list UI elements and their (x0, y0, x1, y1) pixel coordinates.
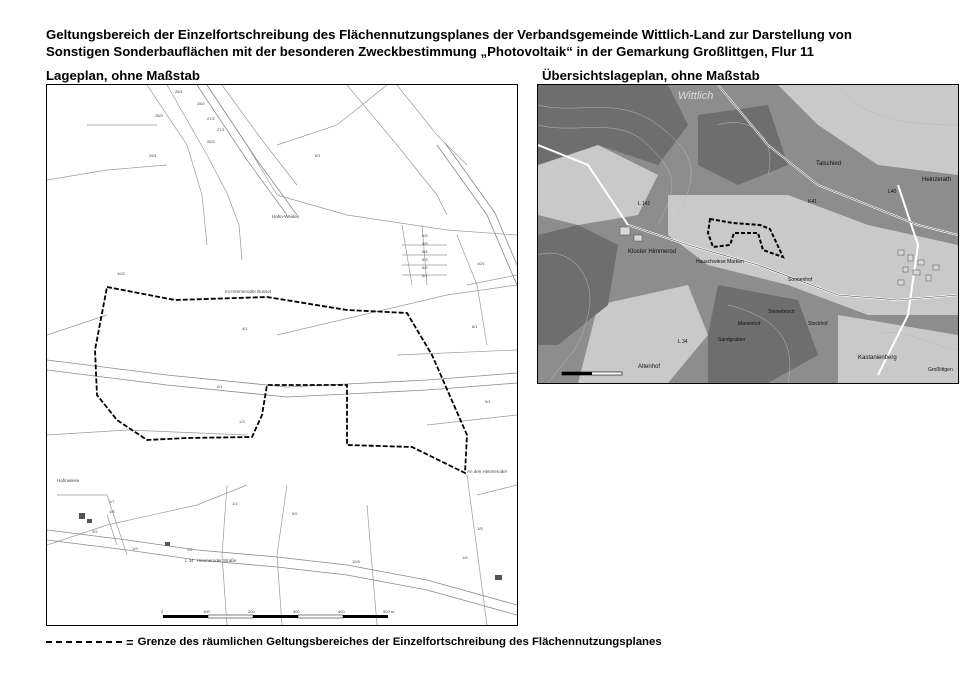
label-hahnwiese: Hauschwiese Marken (696, 259, 744, 265)
label-steinebruch: Steinebruch (768, 309, 795, 315)
label-talschied: Talschied (816, 161, 842, 167)
parcel-label: 6/2 (422, 265, 428, 270)
parcel-label: 1/5 (477, 526, 483, 531)
parcel-label: 6/1 (315, 153, 321, 158)
parcel-label: 26/1 (149, 153, 157, 158)
parcel-label: 1/6 (462, 555, 468, 560)
parcel-label: 1/9 (132, 546, 138, 551)
parcel-label: 28/1 (175, 89, 183, 94)
parcel-label: 1/8 (109, 509, 115, 514)
title-line-2: Sonstigen Sonderbauflächen mit der besonderen Zweckbestimmung „Photovoltaik“ in der Gemarkung Großlittgen, Flur 11 (46, 44, 814, 59)
building-symbols (79, 513, 502, 580)
parcel-label: 1/7 (109, 499, 115, 504)
geltungsbereich-boundary (95, 287, 467, 473)
scale-label: 0 (161, 609, 164, 614)
parcel-label: 4/1 (242, 326, 248, 331)
parcel-label: 2/1 (217, 384, 223, 389)
label-sonnenhof: Sonnenhof (788, 277, 813, 283)
road-lines (47, 85, 517, 615)
parcel-label: 27/1 (217, 127, 225, 132)
label-road: Himmeroder Straße (197, 558, 237, 563)
lageplan-svg (47, 85, 517, 625)
label-wittlich: Wittlich (678, 90, 714, 102)
parcel-labels (92, 89, 491, 564)
scale-label: 200 (248, 609, 255, 614)
uebersicht-heading: Übersichtslageplan, ohne Maßstab (542, 68, 760, 83)
legend-text: Grenze des räumlichen Geltungsbereiches der Einzelfortschreibung des Flächennutzungsplanes (137, 636, 662, 648)
parcel-label: 10/2 (117, 271, 125, 276)
scale-label: 100 (203, 609, 210, 614)
uebersicht-svg (538, 85, 958, 383)
parcel-label: 28/3 (155, 113, 163, 118)
label-kastanienberg: Kastanienberg (858, 355, 897, 361)
label-hahn-weiden: Hahn-Weiden (272, 214, 300, 219)
label-hahnwiese: Hahnwiese (57, 478, 80, 483)
parcel-label: 3/2 (92, 529, 98, 534)
legend-equals: = (126, 634, 134, 650)
label-im-himmeroder-bosset: Im Himmeroder Bosset (225, 289, 272, 294)
scale-label: 300 (293, 609, 300, 614)
place-labels (57, 214, 508, 563)
overview-scale-bar (562, 372, 622, 375)
lageplan-heading: Lageplan, ohne Maßstab (46, 68, 200, 83)
parcel-label: 5/1 (422, 273, 428, 278)
label-sandgraben: Sandgraben (718, 337, 746, 343)
parcel-label: 1/3 (239, 419, 245, 424)
label-heinzerath: Heinzerath (922, 177, 952, 183)
parcel-label: 2/2 (187, 547, 193, 552)
scale-label: 500 m (383, 609, 395, 614)
parcel-label: 8/1 (472, 324, 478, 329)
lageplan-map (46, 84, 518, 626)
parcel-label: 6/3 (422, 257, 428, 262)
label-altenhof: Altenhof (638, 364, 661, 370)
parcel-label: 6/5 (422, 241, 428, 246)
parcel-label: 27/2 (207, 116, 215, 121)
label-grosslittgen: Großlittgen (928, 367, 953, 373)
legend (46, 634, 662, 650)
scale-label: 400 (338, 609, 345, 614)
title-line-1: Geltungsbereich der Einzelfortschreibung des Flächennutzungsplanes der Verbandsgemeinde Wittlich-Land zur Darstellung von (46, 27, 852, 42)
label-l141: L 141 (638, 201, 651, 207)
parcel-label: 6/6 (422, 233, 428, 238)
label-kloster: Kloster Himmerod (628, 249, 677, 255)
label-marienhof: Marienhof (738, 321, 761, 327)
cadastral-lines (47, 85, 517, 625)
map-title (46, 26, 946, 60)
label-l40: L40 (888, 189, 897, 195)
legend-dashed-line (46, 641, 122, 643)
label-k41: K41 (808, 199, 817, 205)
parcel-label: 1/1 (232, 501, 238, 506)
parcel-label: 28/2 (197, 101, 205, 106)
label-an-den-himmeroder: An den Himmeroder (467, 469, 508, 474)
label-l34: L 34 (678, 339, 688, 345)
label-l34: L 34 (185, 558, 194, 563)
uebersicht-map (537, 84, 959, 384)
parcel-label: 10/3 (352, 559, 360, 564)
label-stockhof: Stockhof (808, 321, 828, 327)
scale-bar (161, 609, 395, 618)
parcel-label: 26/2 (207, 139, 215, 144)
parcel-label: 9/1 (485, 399, 491, 404)
parcel-label: 9/2 (292, 511, 298, 516)
parcel-label: 10/1 (477, 261, 485, 266)
parcel-label: 6/4 (422, 249, 428, 254)
